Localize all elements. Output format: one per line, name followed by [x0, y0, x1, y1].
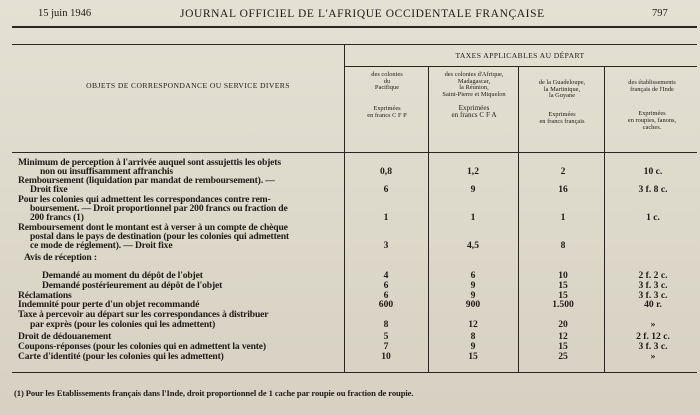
- rate-cell-col2: 15: [468, 351, 478, 362]
- column-header-afrique: [430, 72, 518, 120]
- rate-cell-col1: 5: [383, 331, 389, 342]
- row-label: Remboursement dont le montant est à verser à un compte de chèque: [18, 222, 288, 233]
- column-header-line: des établissements: [628, 79, 676, 86]
- rate-cell-col2: 1: [470, 212, 476, 223]
- row-label: Taxe à percevoir au départ sur les correspondances à distribuer: [18, 309, 269, 320]
- column-header-line: de la Guadeloupe,: [538, 79, 586, 86]
- column-divider: [518, 67, 519, 372]
- rate-cell-col4: 2 f. 12 c.: [636, 331, 670, 342]
- rate-cell-col2: 900: [465, 299, 481, 310]
- column-header-line: la Réunion,: [459, 84, 489, 92]
- rate-cell-col3: 2: [560, 166, 566, 177]
- rate-cell-col3: 15: [558, 290, 568, 301]
- rate-cell-col1: 8: [383, 319, 389, 330]
- rate-cell-col3: 20: [558, 319, 568, 330]
- rate-cell-col1: 6: [383, 280, 389, 291]
- row-label: Indemnité pour perte d'un objet recommandé: [18, 299, 200, 310]
- column-header-line: la Martinique,: [543, 85, 581, 93]
- row-label: Droit de dédouanement: [18, 331, 112, 342]
- header-date: 15 juin 1946: [38, 8, 92, 19]
- page-number: 797: [652, 8, 668, 19]
- objects-column-heading: OBJETS DE CORRESPONDANCE OU SERVICE DIVERS: [86, 81, 290, 90]
- footnote: (1) Pour les Etablissements français dans l'Inde, droit proportionnel de 1 cache par roupie ou fraction de roupie.: [14, 388, 414, 398]
- rate-cell-col4: »: [650, 351, 656, 362]
- table-top-rule: [12, 44, 697, 45]
- rate-cell-col4: 2 f. 2 c.: [638, 270, 668, 281]
- row-label: Réclamations: [18, 290, 72, 301]
- rate-cell-col4: 3 f. 3 c.: [638, 341, 668, 352]
- row-label: Demandé au moment du dépôt de l'objet: [42, 270, 203, 281]
- row-label: Droit fixe: [30, 184, 68, 195]
- rate-cell-col2: 12: [468, 319, 478, 330]
- rate-cell-col2: 1,2: [467, 166, 479, 177]
- rate-cell-col1: 0,8: [380, 166, 392, 177]
- column-unit-line: en francs C F A: [451, 111, 497, 120]
- rate-cell-col3: 1.500: [552, 299, 574, 310]
- row-label: Minimum de perception à l'arrivée auquel sont assujettis les objets: [18, 157, 281, 168]
- rate-cell-col1: 6: [383, 290, 389, 301]
- row-label: postal dans le pays de destination (pour les colonies qui admettent: [30, 231, 289, 242]
- column-unit-line: Exprimées: [638, 110, 666, 118]
- rate-cell-col2: 6: [470, 270, 476, 281]
- row-label: Demandé postérieurement au dépôt de l'objet: [42, 280, 223, 291]
- rate-cell-col3: 15: [558, 341, 568, 352]
- column-unit-line: en francs C F P: [367, 111, 407, 119]
- taxes-heading: TAXES APPLICABLES AU DÉPART: [455, 51, 585, 60]
- table-bottom-rule: [12, 372, 697, 373]
- row-label: 200 francs (1): [30, 212, 84, 223]
- column-unit-line: en roupies, fanons,: [627, 117, 677, 125]
- column-unit-line: caches.: [642, 123, 662, 131]
- column-unit-line: Exprimées: [458, 103, 490, 112]
- rate-cell-col1: 4: [383, 270, 389, 281]
- column-header-line: français de l'Inde: [630, 85, 674, 93]
- row-label: par exprès (pour les colonies qui les admettent): [30, 319, 216, 330]
- rate-cell-col1: 7: [383, 341, 389, 352]
- rate-cell-col4: 3 f. 3 c.: [638, 290, 668, 301]
- rate-cell-col3: 1: [560, 212, 566, 223]
- rate-cell-col4: 3 f. 8 c.: [638, 184, 668, 195]
- column-unit-line: Exprimées: [548, 111, 576, 119]
- column-divider: [604, 67, 605, 372]
- column-header-line: des colonies: [371, 71, 403, 78]
- rate-cell-col4: 10 c.: [643, 166, 663, 177]
- rate-cell-col3: 16: [558, 184, 568, 195]
- row-label: Carte d'identité (pour les colonies qui les admettent): [18, 351, 224, 362]
- rate-cell-col4: 3 f. 3 c.: [638, 280, 668, 291]
- column-header-line: Saint-Pierre et Miquelon: [442, 91, 506, 99]
- rate-cell-col4: 40 r.: [644, 299, 662, 310]
- row-label: Avis de réception :: [24, 252, 97, 263]
- header-rule: [12, 26, 697, 28]
- rate-cell-col2: 9: [470, 290, 476, 301]
- rate-cell-col3: 12: [558, 331, 568, 342]
- journal-title: JOURNAL OFFICIEL DE L'AFRIQUE OCCIDENTALE FRANÇAISE: [180, 8, 545, 20]
- column-divider: [344, 44, 345, 372]
- column-header-line: Madagascar,: [457, 77, 491, 85]
- column-header-line: Pacifique: [374, 84, 400, 92]
- rate-cell-col3: 10: [558, 270, 568, 281]
- rate-cell-col4: »: [650, 319, 656, 330]
- row-label: ce mode de réglement). — Droit fixe: [30, 240, 173, 251]
- column-unit-line: en francs français: [539, 117, 585, 125]
- rate-cell-col3: 8: [560, 240, 566, 251]
- rate-cell-col1: 10: [381, 351, 391, 362]
- column-header-line: du: [383, 77, 391, 85]
- rate-cell-col4: 1 c.: [646, 212, 660, 223]
- rate-cell-col1: 3: [383, 240, 389, 251]
- column-header-inde: [606, 80, 698, 132]
- row-label: Pour les colonies qui admettent les correspondances contre rem-: [18, 194, 271, 205]
- rate-cell-col2: 9: [470, 184, 476, 195]
- rate-cell-col3: 15: [558, 280, 568, 291]
- column-header-pacifique: [348, 72, 426, 120]
- rate-cell-col2: 4,5: [467, 240, 479, 251]
- page-header: [0, 6, 700, 24]
- rate-cell-col1: 600: [378, 299, 394, 310]
- rate-cell-col1: 6: [383, 184, 389, 195]
- column-header-antilles: [520, 80, 604, 126]
- row-label: boursement. — Droit proportionnel par 200 francs ou fraction de: [30, 203, 288, 214]
- taxes-heading-rule: [345, 66, 697, 67]
- rate-cell-col1: 1: [383, 212, 389, 223]
- column-header-line: des colonies d'Afrique,: [444, 71, 504, 78]
- column-header-line: la Guyane: [548, 92, 576, 100]
- column-unit-line: Exprimées: [373, 105, 401, 113]
- row-label: non ou insuffisamment affranchis: [40, 166, 173, 177]
- row-label: Coupons-réponses (pour les colonies qui en admettent la vente): [18, 341, 266, 352]
- rate-cell-col2: 8: [470, 331, 476, 342]
- table-header-rule: [12, 152, 697, 153]
- rate-cell-col2: 9: [470, 341, 476, 352]
- row-label: Remboursement (liquidation par mandat de remboursement). —: [18, 175, 275, 186]
- rate-cell-col3: 25: [558, 351, 568, 362]
- rate-cell-col2: 9: [470, 280, 476, 291]
